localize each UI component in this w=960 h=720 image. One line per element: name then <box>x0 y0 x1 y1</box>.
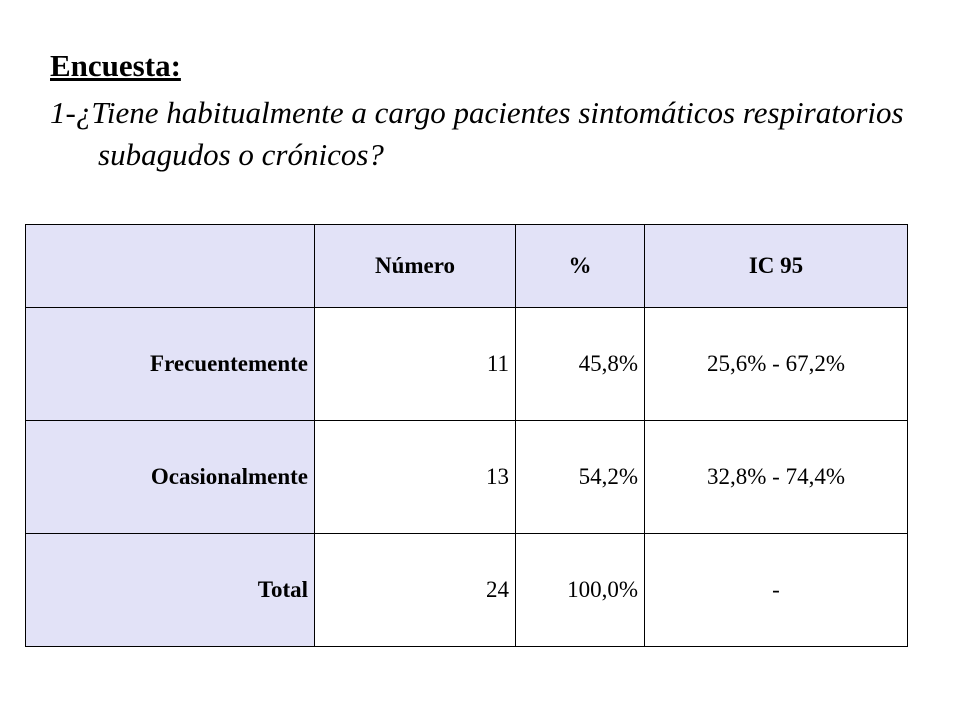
cell-percent: 45,8% <box>516 308 645 421</box>
header-percent: % <box>516 225 645 308</box>
table-header-row <box>26 225 908 308</box>
cell-numero: 13 <box>315 421 516 534</box>
cell-numero: 24 <box>315 534 516 647</box>
row-label-ocasionalmente: Ocasionalmente <box>26 421 315 534</box>
cell-ic95: - <box>645 534 908 647</box>
cell-percent: 54,2% <box>516 421 645 534</box>
cell-ic95: 32,8% - 74,4% <box>645 421 908 534</box>
row-label-frecuentemente: Frecuentemente <box>26 308 315 421</box>
row-label-total: Total <box>26 534 315 647</box>
header-corner-cell <box>26 225 315 308</box>
table-row <box>26 421 908 534</box>
table-row-total <box>26 534 908 647</box>
header-ic95: IC 95 <box>645 225 908 308</box>
cell-numero: 11 <box>315 308 516 421</box>
cell-ic95: 25,6% - 67,2% <box>645 308 908 421</box>
table-row <box>26 308 908 421</box>
header-numero: Número <box>315 225 516 308</box>
survey-question: 1-¿Tiene habitualmente a cargo pacientes sintomáticos respiratorios subagudos o crónicos? <box>50 95 904 172</box>
survey-heading: Encuesta: <box>50 48 181 83</box>
survey-results-table <box>25 224 908 647</box>
cell-percent: 100,0% <box>516 534 645 647</box>
